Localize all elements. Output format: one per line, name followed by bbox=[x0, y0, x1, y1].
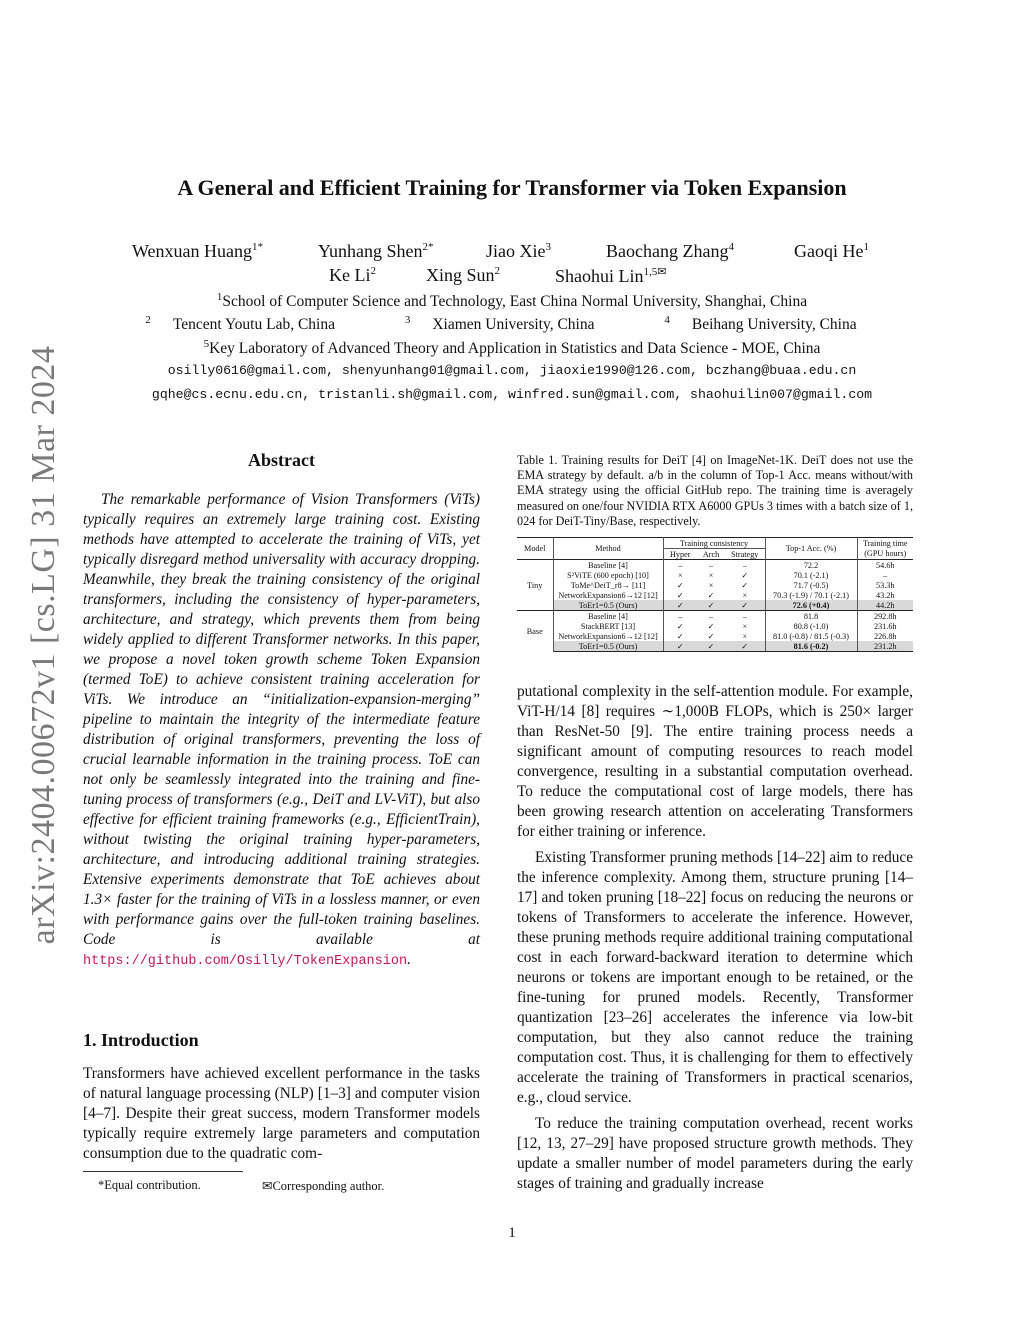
results-table bbox=[517, 537, 913, 652]
model-cell-base: Base bbox=[517, 611, 553, 652]
affiliation-5: $^5$Key Laboratory of Advanced Theory and Application in Statistics and Data Science - MOE, China bbox=[203, 338, 821, 358]
affiliation-1: $^1$School of Computer Science and Technology, East China Normal University, Shanghai, China bbox=[216, 291, 808, 311]
table-caption: Table 1. Training results for DeiT [4] on ImageNet-1K. DeiT does not use the EMA strategy by default. a/b in the column of Top-1 Acc. means without/with EMA strategy using the official GitHub repo. The training time is averagely measured on one/four NVIDIA RTX A6000 GPUs 3 times with a batch size of 1, 024 for DeiT-Tiny/Base, respectively. bbox=[517, 453, 913, 528]
header-strategy: Strategy bbox=[725, 549, 765, 560]
table-row: StackBERT [13] ✓ ✓ × 80.8 (-1.0) 231.6h bbox=[517, 621, 913, 631]
author: Shaohui Lin$^{1,5✉}$ bbox=[555, 266, 667, 286]
author: Wenxuan Huang$^{1*}$ bbox=[132, 241, 264, 261]
footnote-corresponding-author: ✉Corresponding author. bbox=[262, 1179, 385, 1193]
table-row: NetworkExpansion6→12 [12] ✓ ✓ × 81.0 (-0.8) / 81.5 (-0.3) 226.8h bbox=[517, 631, 913, 641]
table-row: ToMe^DeiT_r8→ [11] ✓ × ✓ 71.7 (-0.5) 53.3h bbox=[517, 580, 913, 590]
table-row: Base Baseline [4] – – – 81.8 292.8h bbox=[517, 611, 913, 622]
paragraph: putational complexity in the self-attention module. For example, ViT-H/14 [8] requires ∼1,000B FLOPs, which is 250× larger than ResNet-50 [9]. The entire training process needs a significant amount of computing resources to reach model convergence, resulting in a substantial computation overhead. To reduce the computational cost of large models, there has been growing research attention on accelerating Transformers for either training or inference. bbox=[517, 683, 913, 840]
author: Baochang Zhang$^4$ bbox=[606, 241, 734, 261]
table-row: Tiny Baseline [4] – – – 72.2 54.6h bbox=[517, 560, 913, 571]
author: Ke Li$^2$ bbox=[329, 265, 376, 285]
section-heading-introduction: 1. Introduction bbox=[83, 1030, 199, 1050]
author: Yunhang Shen$^{2*}$ bbox=[318, 241, 434, 261]
abstract-body: The remarkable performance of Vision Transformers (ViTs) typically requires an extremely large training cost. Existing methods have attempted to accelerate the training of ViTs, yet typically disregard method universality with accuracy dropping. Meanwhile, they break the training consistency of the original transformers, including the consistency of hyper-parameters, architecture, and strategy, which prevents them from being widely applied to different Transformer networks. In this paper, we propose a novel token growth scheme Token Expansion (termed ToE) to achieve consistent training acceleration for ViTs. We introduce an “initialization-expansion-merging” pipeline to maintain the integrity of the intermediate feature distribution of original transformers, preventing the loss of crucial learnable information in the training process. ToE can not only be seamlessly integrated into the training and fine-tuning process of transformers (e.g., DeiT and LV-ViT), but also effective for efficient training frameworks (e.g., EfficientTrain), without twisting the original training hyper-parameters, architecture, and introducing additional training strategies. Extensive experiments demonstrate that ToE achieves about 1.3× faster for the training of ViTs in a lossless manner, or even with performance gains over the full-token training baselines. Code is available at https://github.com/Osilly/TokenExpansion. bbox=[83, 491, 480, 969]
header-method: Method bbox=[553, 538, 663, 560]
author: Gaoqi He$^1$ bbox=[794, 241, 869, 261]
intro-paragraph: Transformers have achieved excellent performance in the tasks of natural language processing (NLP) [1–3] and computer vision [4–7]. Despite their great success, modern Transformer models typically require extremely large parameters and computation consumption due to the quadratic com- bbox=[83, 1065, 480, 1162]
affiliation-3: $^3$ Xiamen University, China bbox=[404, 314, 595, 334]
table-row-ours: ToEr1=0.5 (Ours) ✓ ✓ ✓ 81.6 (-0.2) 231.2h bbox=[517, 641, 913, 652]
header-arch: Arch bbox=[702, 549, 720, 559]
paragraph: Existing Transformer pruning methods [14–22] aim to reduce the inference complexity. Among them, structure pruning [14–17] and token pruning [18–22] focus on reducing the neurons or tokens of Transformers to accelerate the inference. However, these pruning methods require additional training computational cost in each forward-backward iteration to determine which neurons or tokens are important enough to be retained, or the fine-tuning for pruned models. Recently, Transformer quantization [23–26] accelerates the inference via low-bit computation, but they also cannot reduce the training computation cost. Thus, it is challenging for them to effectively accelerate the training of Transformers in practical scenarios, e.g., cloud service. bbox=[517, 849, 913, 1106]
affiliation-2: $^2$ Tencent Youtu Lab, China bbox=[145, 314, 335, 334]
header-top1: Top-1 Acc. (%) bbox=[765, 538, 857, 560]
header-training-consistency: Training consistency bbox=[663, 538, 765, 549]
footnote-equal-contribution: *Equal contribution. bbox=[98, 1178, 201, 1192]
header-time-unit: (GPU hours) bbox=[864, 549, 907, 559]
footnote-rule bbox=[83, 1171, 243, 1172]
affiliation-row bbox=[0, 314, 1024, 334]
header-training-time: Training time bbox=[857, 538, 913, 549]
header-hyper: Hyper bbox=[670, 549, 691, 559]
email-line-2: gqhe@cs.ecnu.edu.cn, tristanli.sh@gmail.com, winfred.sun@gmail.com, shaohuilin007@gmail.com bbox=[151, 387, 873, 402]
model-cell-tiny: Tiny bbox=[517, 560, 553, 611]
right-column-text bbox=[517, 682, 913, 1200]
arxiv-identifier bbox=[14, 345, 74, 945]
table-row: S²ViTE (600 epoch) [10] × × ✓ 70.1 (-2.1) – bbox=[517, 570, 913, 580]
abstract-heading: Abstract bbox=[248, 450, 315, 470]
page-number: 1 bbox=[508, 1225, 516, 1241]
affiliation-4: $^4$ Beihang University, China bbox=[664, 314, 857, 334]
author: Jiao Xie$^3$ bbox=[486, 241, 551, 261]
table-row-ours: ToEr1=0.5 (Ours) ✓ ✓ ✓ 72.6 (+0.4) 44.2h bbox=[517, 600, 913, 611]
email-line-1: osilly0616@gmail.com, shenyunhang01@gmail.com, jiaoxie1990@126.com, bczhang@buaa.edu.cn bbox=[167, 363, 857, 378]
arxiv-identifier-text: arXiv:2404.00672v1 [cs.LG] 31 Mar 2024 bbox=[25, 345, 62, 945]
paper-title: A General and Efficient Training for Transformer via Token Expansion bbox=[177, 175, 847, 200]
header-model: Model bbox=[517, 538, 553, 560]
table-row: NetworkExpansion6→12 [12] ✓ ✓ × 70.3 (-1.9) / 70.1 (-2.1) 43.2h bbox=[517, 590, 913, 600]
author: Xing Sun$^2$ bbox=[426, 265, 501, 285]
code-link[interactable]: https://github.com/Osilly/TokenExpansion bbox=[83, 954, 408, 969]
paragraph: To reduce the training computation overhead, recent works [12, 13, 27–29] have proposed structure growth methods. They update a smaller number of model parameters during the early stages of training and gradually increase bbox=[517, 1115, 913, 1192]
